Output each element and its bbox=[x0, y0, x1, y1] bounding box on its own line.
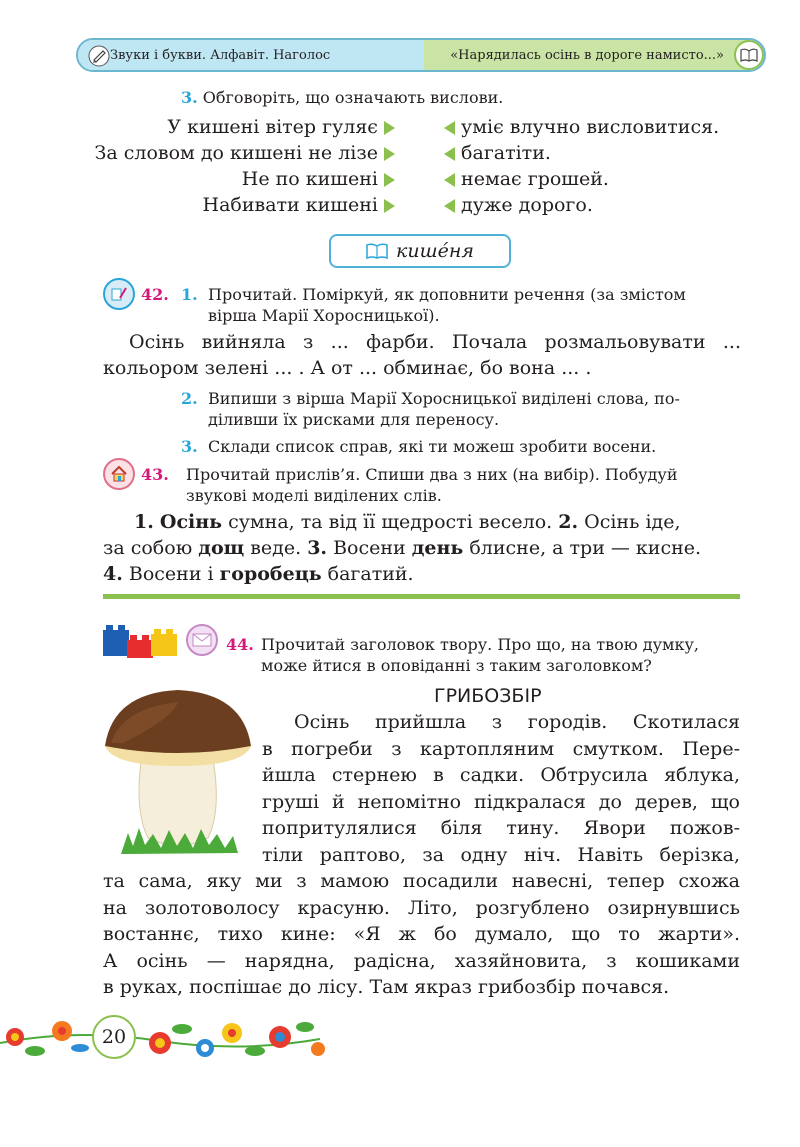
idiom-left-3 bbox=[242, 168, 395, 190]
story-line-2: в погреби з картопляним смутком. Пере- bbox=[262, 737, 740, 760]
proverb-text: Восени і bbox=[122, 563, 220, 585]
book-icon bbox=[734, 40, 764, 70]
story-line-11: в руках, поспішає до лісу. Там якраз грибозбір почався. bbox=[103, 976, 670, 998]
story-line-5: попритулялися біля тину. Явори пожов- bbox=[262, 817, 740, 839]
fill-in-line-2: кольором зелені ... . А от ... обминає, бо вона ... . bbox=[103, 357, 592, 379]
exercise-number: 42. bbox=[141, 285, 169, 304]
idiom-left-1 bbox=[167, 116, 395, 138]
home-icon bbox=[103, 458, 135, 490]
ex42-sub3-text: Склади список справ, які ти можеш зробити восени. bbox=[208, 437, 657, 456]
idiom-meaning: багатіти. bbox=[461, 142, 551, 164]
exercise-42-number bbox=[141, 284, 169, 305]
exercise-number: 44. bbox=[226, 635, 254, 654]
idiom-meaning: немає грошей. bbox=[461, 168, 609, 190]
proverb-number: 3. bbox=[307, 537, 328, 559]
exercise-number: 43. bbox=[141, 465, 169, 484]
header-right-section bbox=[424, 40, 764, 70]
text-line: звукові моделі виділених слів. bbox=[186, 486, 442, 505]
mushroom-illustration bbox=[103, 688, 253, 860]
proverb-text: за собою bbox=[103, 537, 199, 559]
arrow-left-icon bbox=[444, 173, 455, 187]
highlighted-word: Осінь bbox=[159, 511, 223, 533]
idiom-right-3 bbox=[444, 168, 609, 190]
exercise-44-number bbox=[226, 634, 254, 655]
arrow-right-icon bbox=[384, 173, 395, 187]
ex44-instruction bbox=[261, 634, 751, 676]
proverb-text: сумна, та від її щедрості весело. bbox=[222, 511, 553, 533]
story-line-1: Осінь прийшла з городів. Скотилася bbox=[294, 711, 740, 733]
proverb-number: 1. bbox=[134, 511, 154, 533]
proverb-text: багатий. bbox=[321, 563, 414, 585]
arrow-right-icon bbox=[384, 121, 395, 135]
idiom-left-2 bbox=[95, 142, 395, 164]
story-line-7: та сама, яку ми з мамою посадили навесні, тепер схожа bbox=[103, 870, 740, 892]
vocab-word: кише́ня bbox=[396, 240, 474, 262]
story-line-4: груші й непомітно підкралася до дерев, що bbox=[262, 790, 740, 813]
story-line-3: йшла стернею в садки. Обтрусила яблука, bbox=[262, 764, 740, 786]
highlighted-word: день bbox=[411, 537, 464, 559]
highlighted-word: горобець bbox=[219, 563, 322, 585]
arrow-left-icon bbox=[444, 121, 455, 135]
vocabulary-word-box bbox=[329, 234, 511, 268]
proverb-number: 4. bbox=[103, 563, 123, 585]
idiom-meaning: уміє влучно висловитися. bbox=[461, 116, 720, 138]
building-blocks-icon bbox=[101, 620, 181, 660]
story-line-9: востаннє, тихо кине: «Я ж бо думало, що то жарти». bbox=[103, 923, 740, 945]
idiom-right-2 bbox=[444, 142, 551, 164]
reading-writing-icon bbox=[103, 278, 135, 310]
proverb-text: Восени bbox=[327, 537, 412, 559]
proverb-line-1 bbox=[134, 509, 681, 535]
arrow-right-icon bbox=[384, 147, 395, 161]
idiom-meaning: дуже дорого. bbox=[461, 194, 593, 216]
ex42-sub1-text bbox=[208, 284, 748, 326]
sub-number: 3. bbox=[181, 437, 198, 456]
task-number: 3. bbox=[181, 88, 198, 107]
text-line: вірша Марії Хоросницької). bbox=[208, 306, 440, 325]
proverb-line-2 bbox=[103, 535, 701, 561]
idiom-text: Набивати кишені bbox=[202, 194, 378, 216]
proverb-text: веде. bbox=[244, 537, 302, 559]
ex42-sub2-number bbox=[181, 388, 198, 409]
envelope-icon bbox=[186, 624, 218, 656]
pen-icon bbox=[82, 41, 116, 71]
book-icon bbox=[366, 243, 388, 259]
page-header bbox=[76, 38, 766, 72]
exercise-43-number bbox=[141, 464, 169, 485]
story-title: ГРИБОЗБІР bbox=[434, 685, 542, 707]
proverb-text: блисне, а три — кисне. bbox=[463, 537, 702, 559]
section-divider bbox=[103, 594, 740, 599]
idiom-text: За словом до кишені не лізе bbox=[94, 142, 378, 164]
arrow-left-icon bbox=[444, 147, 455, 161]
ex42-sub1-number bbox=[181, 284, 198, 305]
ex42-sub3-number bbox=[181, 436, 198, 457]
idiom-right-4 bbox=[444, 194, 593, 216]
ex42-sub2-text bbox=[208, 388, 748, 430]
idiom-text: Не по кишені bbox=[241, 168, 378, 190]
arrow-right-icon bbox=[384, 199, 395, 213]
text-line: Випиши з вірша Марії Хоросницької виділені слова, по- bbox=[208, 389, 680, 408]
floral-ornament bbox=[0, 1003, 330, 1073]
header-left-title: Звуки і букви. Алфавіт. Наголос bbox=[110, 47, 331, 63]
proverb-number: 2. bbox=[558, 511, 579, 533]
highlighted-word: дощ bbox=[198, 537, 245, 559]
proverb-line-3 bbox=[103, 561, 414, 587]
text-line: Прочитай заголовок твору. Про що, на твою думку, bbox=[261, 635, 699, 654]
text-line: може йтися в оповіданні з таким заголовком? bbox=[261, 656, 652, 675]
task-3-discuss bbox=[181, 88, 503, 107]
proverb-text: Осінь іде, bbox=[578, 511, 681, 533]
header-left-section bbox=[78, 40, 424, 70]
text-line: Прочитай прислів’я. Спиши два з них (на вибір). Побудуй bbox=[186, 465, 678, 484]
story-line-6: тіли раптово, за одну ніч. Навіть берізка, bbox=[262, 843, 740, 866]
header-right-title: «Нарядилась осінь в дороге намисто...» bbox=[450, 47, 724, 63]
idiom-left-4 bbox=[203, 194, 395, 216]
story-line-8: на золотоволосу красуню. Літо, розгублено озирнувшись bbox=[103, 896, 740, 919]
idiom-right-1 bbox=[444, 116, 719, 138]
task-text: Обговоріть, що означають вислови. bbox=[202, 88, 504, 107]
idiom-text: У кишені вітер гуляє bbox=[167, 116, 378, 138]
sub-number: 2. bbox=[181, 389, 198, 408]
page-number: 20 bbox=[92, 1015, 136, 1059]
fill-in-line-1: Осінь вийняла з ... фарби. Почала розмальовувати ... bbox=[129, 331, 741, 353]
story-line-10: А осінь — нарядна, радісна, хазяйновита, з кошиками bbox=[103, 949, 740, 972]
text-line: Прочитай. Поміркуй, як доповнити речення (за змістом bbox=[208, 285, 686, 304]
ex43-instruction bbox=[186, 464, 746, 506]
sub-number: 1. bbox=[181, 285, 198, 304]
text-line: діливши їх рисками для переносу. bbox=[208, 410, 500, 429]
arrow-left-icon bbox=[444, 199, 455, 213]
